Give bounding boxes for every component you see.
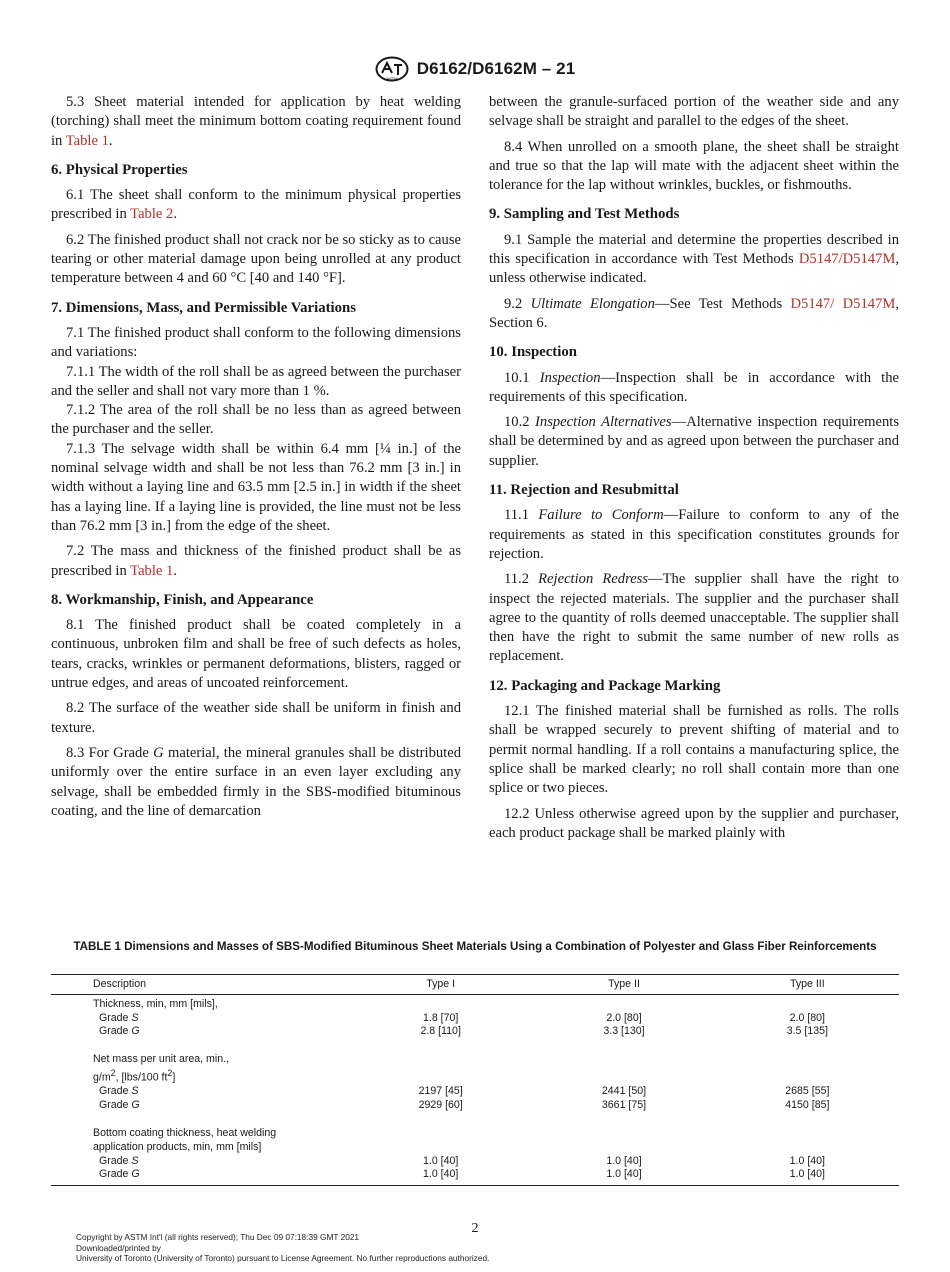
table-cell: 2197 [45] [418,1085,463,1098]
table-spacer-row [51,1039,899,1053]
paragraph-8-4: 8.4 When unrolled on a smooth plane, the sheet shall be straight and true so that the lap will mate with the adjacent sheet within the tolerance for the lap without wrinkles, buckles, or fishmouths. [489,138,899,194]
standard-designation: D6162/D6162M – 21 [416,59,576,78]
table-cell: 1.0 [40] [716,1168,899,1185]
row-label-grade-s: Grade S [99,1154,139,1167]
table-cell: 2.0 [80] [606,1011,642,1024]
table-cell: 1.0 [40] [606,1154,642,1167]
row-label-grade-g: Grade G [51,1168,349,1185]
row-label-net-mass-units: $g/m^2$, [lbs/100 $ft^2$] [93,1067,176,1084]
paragraph-8-2: 8.2 The surface of the weather side shall be uniform in finish and texture. [51,700,461,736]
row-label-bottom-coating-cont: application products, min, mm [mils] [93,1140,262,1153]
paragraph-12-1: 12.1 The finished material shall be furnished as rolls. The rolls shall be wrapped securely to prevent shifting of material and to permit normal handling. If a roll contains a manufacturing splice, the splice shall be marked clearly; no roll shall contain more than one splice or two pieces. [489,703,899,797]
table-header-row [51,975,899,995]
table-row [51,1127,899,1141]
table-1-caption: TABLE 1 Dimensions and Masses of SBS-Modified Bituminous Sheet Materials Using a Combination of Polyester and Glass Fiber Reinforcements [73,940,877,953]
column-header-type-iii: Type III [716,975,899,995]
table-cell: 1.0 [40] [422,1154,459,1167]
section-heading-8: 8. Workmanship, Finish, and Appearance [51,591,314,608]
paragraph-10-2: 10.2 Inspection Alternatives—Alternative inspection requirements shall be determined by and as agreed upon between the purchaser and supplier. [489,414,899,469]
table-row [51,1067,899,1085]
column-header-type-ii: Type II [532,975,715,995]
table-row [51,1155,899,1169]
table-row [51,1025,899,1039]
section-heading-9: 9. Sampling and Test Methods [489,206,680,223]
table-1-link[interactable]: Table 1 [130,562,174,579]
astm-logo-text: ASTM [386,76,398,81]
paragraph-7-2: 7.2 The mass and thickness of the finished product shall be as prescribed in Table 1. [51,543,461,579]
section-heading-6: 6. Physical Properties [51,161,188,178]
paragraph-6-2: 6.2 The finished product shall not crack nor be so sticky as to cause tearing or other material damage upon being unrolled at any product temperature between 4 and 60 °C [40 and 140 °F]. [51,231,461,287]
table-2-link[interactable]: Table 2 [130,206,174,223]
table-cell: 1.8 [70] [422,1011,459,1024]
table-cell: 2.0 [80] [789,1011,825,1024]
page-header [0,56,950,82]
footer-line: Downloaded/printed by [76,1242,161,1253]
copyright-footer [76,1232,489,1264]
row-label-bottom-coating: Bottom coating thickness, heat welding [93,1126,277,1139]
row-label-net-mass: Net mass per unit area, min., [93,1053,230,1066]
right-column [489,93,899,849]
paragraph-5-3: 5.3 Sheet material intended for application by heat welding (torching) shall meet the minimum bottom coating requirement found in Table 1. [51,94,461,149]
paragraph-8-3: 8.3 For Grade G material, the mineral granules shall be distributed uniformly over the entire surface in an even layer excluding any selvage, shall be embedded firmly in the SBS-modified bituminous coating, and the line of demarcation [51,744,461,819]
d5147-link[interactable]: D5147/ D5147M [790,295,896,312]
paragraph-11-1: 11.1 Failure to Conform—Failure to conform to any of the requirements as stated in this specification constitutes grounds for rejection. [489,507,899,562]
table-1 [51,974,899,1186]
table-cell: 2441 [50] [601,1085,647,1098]
row-label-grade-g: Grade G [99,1025,140,1038]
left-column [51,93,461,827]
astm-logo-icon [375,56,409,82]
paragraph-6-1: 6.1 The sheet shall conform to the minimum physical properties prescribed in Table 2. [51,187,461,223]
table-cell: 3.3 [130] [603,1025,645,1038]
paragraph-9-1: 9.1 Sample the material and determine the properties described in this specification in accordance with Test Methods D5147/D5147M, unless otherwise indicated. [489,231,899,287]
paragraph-11-2: 11.2 Rejection Redress—The supplier shall have the right to inspect the rejected materials. The supplier and the purchaser shall agree to the quantity of rolls deemed unacceptable. The supplier shall then have the right to submit the same number of new rolls as replacement. [489,571,899,665]
footer-line: Copyright by ASTM Int'l (all rights reserved); Thu Dec 09 07:18:39 GMT 2021 [76,1232,360,1242]
table-1-grid [51,974,899,1186]
column-header-type-i: Type I [349,975,532,995]
table-row [51,1168,899,1185]
row-label-thickness: Thickness, min, mm [mils], [93,997,218,1010]
paragraph-8-1: 8.1 The finished product shall be coated completely in a continuous, unbroken film and shall be free of such defects as holes, tears, cracks, wrinkles or permanent deformations, blisters, ragged or untrue edges, and areas of uncoated reinforcement. [51,617,461,692]
table-row [51,1085,899,1099]
table-spacer-row [51,1113,899,1127]
row-label-grade-s: Grade S [99,1085,139,1098]
row-label-grade-s: Grade S [99,1011,139,1024]
section-heading-12: 12. Packaging and Package Marking [489,677,721,694]
table-row [51,1141,899,1155]
table-cell: 2.8 [110] [420,1025,461,1038]
table-cell: 1.0 [40] [789,1154,825,1167]
paragraph-8-3-continued: between the granule-surfaced portion of the weather side and any selvage shall be straight and parallel to the edges of the sheet. [489,94,899,130]
row-label-grade-g: Grade G [99,1099,140,1112]
column-header-description: Description [51,975,349,995]
table-cell: 2929 [60] [418,1099,463,1112]
section-heading-7: 7. Dimensions, Mass, and Permissible Variations [51,299,357,316]
section-heading-11: 11. Rejection and Resubmittal [489,482,679,499]
paragraph-7-1-2: 7.1.2 The area of the roll shall be no less than as agreed between the purchaser and the seller. [51,402,461,438]
footer-line: University of Toronto (University of Toronto) pursuant to License Agreement. No further reproductions authorized. [76,1253,490,1263]
table-row [51,994,899,1011]
paragraph-7-1-3: 7.1.3 The selvage width shall be within 6.4 mm [¼ in.] of the nominal selvage width and shall be not less than 76.2 mm [3 in.] in width without a laying line and 63.5 mm [2.5 in.] in width if the sheet has a laying line. If a laying line is provided, the line must not be less than 76.2 mm [3 in.] from the edge of the sheet. [51,440,461,534]
page-number: 2 [471,1221,479,1236]
table-cell: 3.5 [135] [786,1025,828,1038]
table-row [51,1012,899,1026]
table-cell: 2685 [55] [785,1085,830,1098]
paragraph-7-1-1: 7.1.1 The width of the roll shall be as agreed between the purchaser and the seller and shall not vary more than 1 %. [51,363,461,399]
section-heading-10: 10. Inspection [489,344,577,361]
table-cell: 3661 [75] [601,1099,647,1112]
table-row [51,1053,899,1067]
table-cell: 1.0 [40] [532,1168,715,1185]
table-row [51,1099,899,1113]
paragraph-9-2: 9.2 Ultimate Elongation—See Test Methods D5147/ D5147M, Section 6. [489,295,899,331]
table-cell: 4150 [85] [785,1099,830,1112]
d5147-link[interactable]: D5147/D5147M [798,251,896,268]
table-1-link[interactable]: Table 1 [65,132,109,149]
paragraph-12-2: 12.2 Unless otherwise agreed upon by the supplier and purchaser, each product package shall be marked plainly with [489,805,899,841]
paragraph-10-1: 10.1 Inspection—Inspection shall be in accordance with the requirements of this specification. [489,369,900,405]
table-cell: 1.0 [40] [349,1168,532,1185]
paragraph-7-1: 7.1 The finished product shall conform to the following dimensions and variations: [51,324,461,361]
